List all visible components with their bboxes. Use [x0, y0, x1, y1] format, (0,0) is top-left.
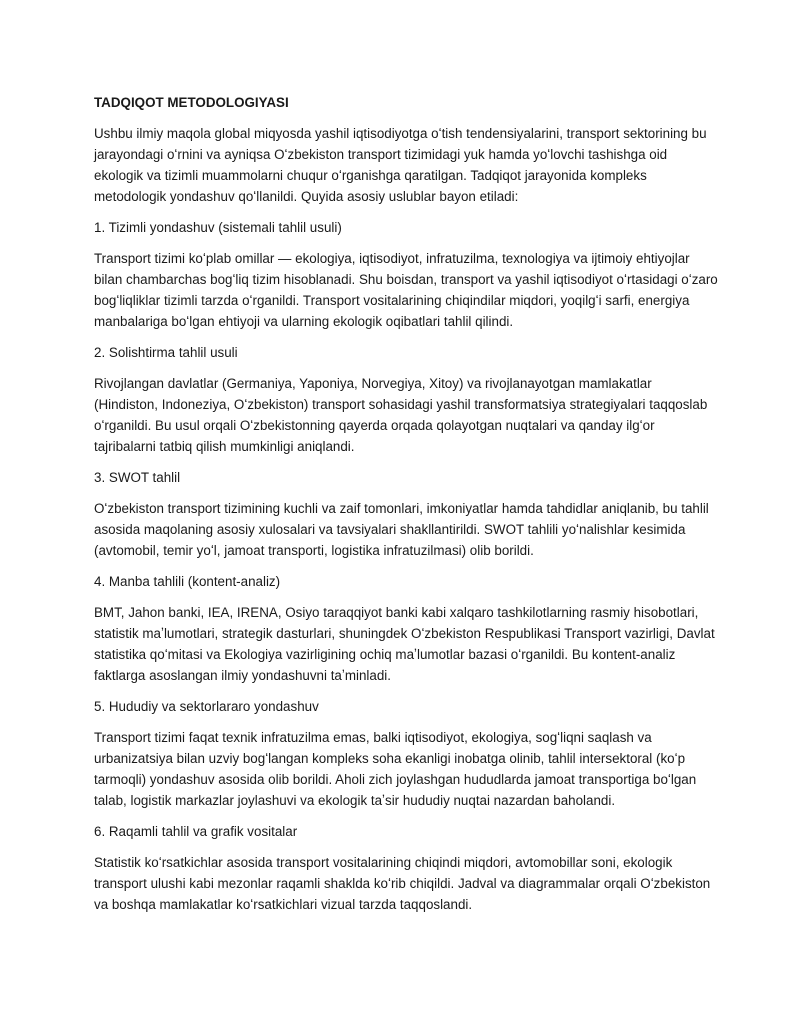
section-heading-5: 5. Hududiy va sektorlararo yondashuv [94, 699, 319, 714]
section-text-4: BMT, Jahon banki, IEA, IRENA, Osiyo taraqqiyot banki kabi xalqaro tashkilotlarning rasmiy hisobotlari, statistik maʼlumotlari, strategik dasturlari, shuningdek Oʻzbekiston Respublikasi Transport vazirligi, Davlat statistika qoʻmitasi va Ekologiya vazirligining ochiq maʼlumotlar bazasi oʻrganildi. Bu kontent-analiz faktlarga asoslangan ilmiy yondashuvni taʼminladi. [94, 605, 715, 683]
section-text-5: Transport tizimi faqat texnik infratuzilma emas, balki iqtisodiyot, ekologiya, sogʻliqni saqlash va urbanizatsiya bilan uzviy bogʻlangan kompleks soha ekanligi inobatga olinib, tahlil intersektoral (koʻp tarmoqli) yondashuv asosida olib borildi. Aholi zich joylashgan hududlarda jamoat transportiga boʻlgan talab, logistik markazlar joylashuvi va ekologik taʼsir hududiy nuqtai nazardan baholandi. [94, 730, 697, 808]
section-heading-6: 6. Raqamli tahlil va grafik vositalar [94, 824, 298, 839]
section-text-6: Statistik koʻrsatkichlar asosida transport vositalarining chiqindi miqdori, avtomobillar soni, ekologik transport ulushi kabi mezonlar raqamli shaklda koʻrib chiqildi. Jadval va diagrammalar orqali Oʻzbekiston va boshqa mamlakatlar koʻrsatkichlari vizual tarzda taqqoslandi. [94, 855, 711, 912]
document-page [94, 92, 718, 925]
intro-paragraph: Ushbu ilmiy maqola global miqyosda yashil iqtisodiyotga oʻtish tendensiyalarini, transport sektorining bu jarayondagi oʻrnini va ayniqsa Oʻzbekiston transport tizimidagi yuk hamda yoʻlovchi tashishga oid ekologik va tizimli muammolarni chuqur oʻrganishga qaratilgan. Tadqiqot jarayonida kompleks metodologik yondashuv qoʻllanildi. Quyida asosiy uslublar bayon etiladi: [94, 126, 707, 204]
section-text-3: Oʻzbekiston transport tizimining kuchli va zaif tomonlari, imkoniyatlar hamda tahdidlar aniqlanib, bu tahlil asosida maqolaning asosiy xulosalari va tavsiyalari shakllantirildi. SWOT tahlili yoʻnalishlar kesimida (avtomobil, temir yoʻl, jamoat transporti, logistika infratuzilmasi) olib borildi. [94, 501, 709, 558]
section-heading-2: 2. Solishtirma tahlil usuli [94, 345, 238, 360]
section-heading-1: 1. Tizimli yondashuv (sistemali tahlil usuli) [94, 220, 342, 235]
section-heading-3: 3. SWOT tahlil [94, 470, 181, 485]
section-heading-4: 4. Manba tahlili (kontent-analiz) [94, 574, 281, 589]
document-title: TADQIQOT METODOLOGIYASI [94, 95, 289, 110]
section-text-1: Transport tizimi koʻplab omillar — ekologiya, iqtisodiyot, infratuzilma, texnologiya va ijtimoiy ehtiyojlar bilan chambarchas bogʻliq tizim hisoblanadi. Shu boisdan, transport va yashil iqtisodiyot oʻrtasidagi oʻzaro bogʻliqliklar tizimli tarzda oʻrganildi. Transport vositalarining chiqindilar miqdori, yoqilgʻi sarfi, energiya manbalariga boʻlgan ehtiyoji va ularning ekologik oqibatlari tahlil qilindi. [94, 251, 718, 329]
section-text-2: Rivojlangan davlatlar (Germaniya, Yaponiya, Norvegiya, Xitoy) va rivojlanayotgan mamlakatlar (Hindiston, Indoneziya, Oʻzbekiston) transport sohasidagi yashil transformatsiya strategiyalari taqqoslab oʻrganildi. Bu usul orqali Oʻzbekistonning qayerda orqada qolayotgan nuqtalari va qanday ilgʻor tajribalarni tatbiq qilish mumkinligi aniqlandi. [94, 376, 708, 454]
